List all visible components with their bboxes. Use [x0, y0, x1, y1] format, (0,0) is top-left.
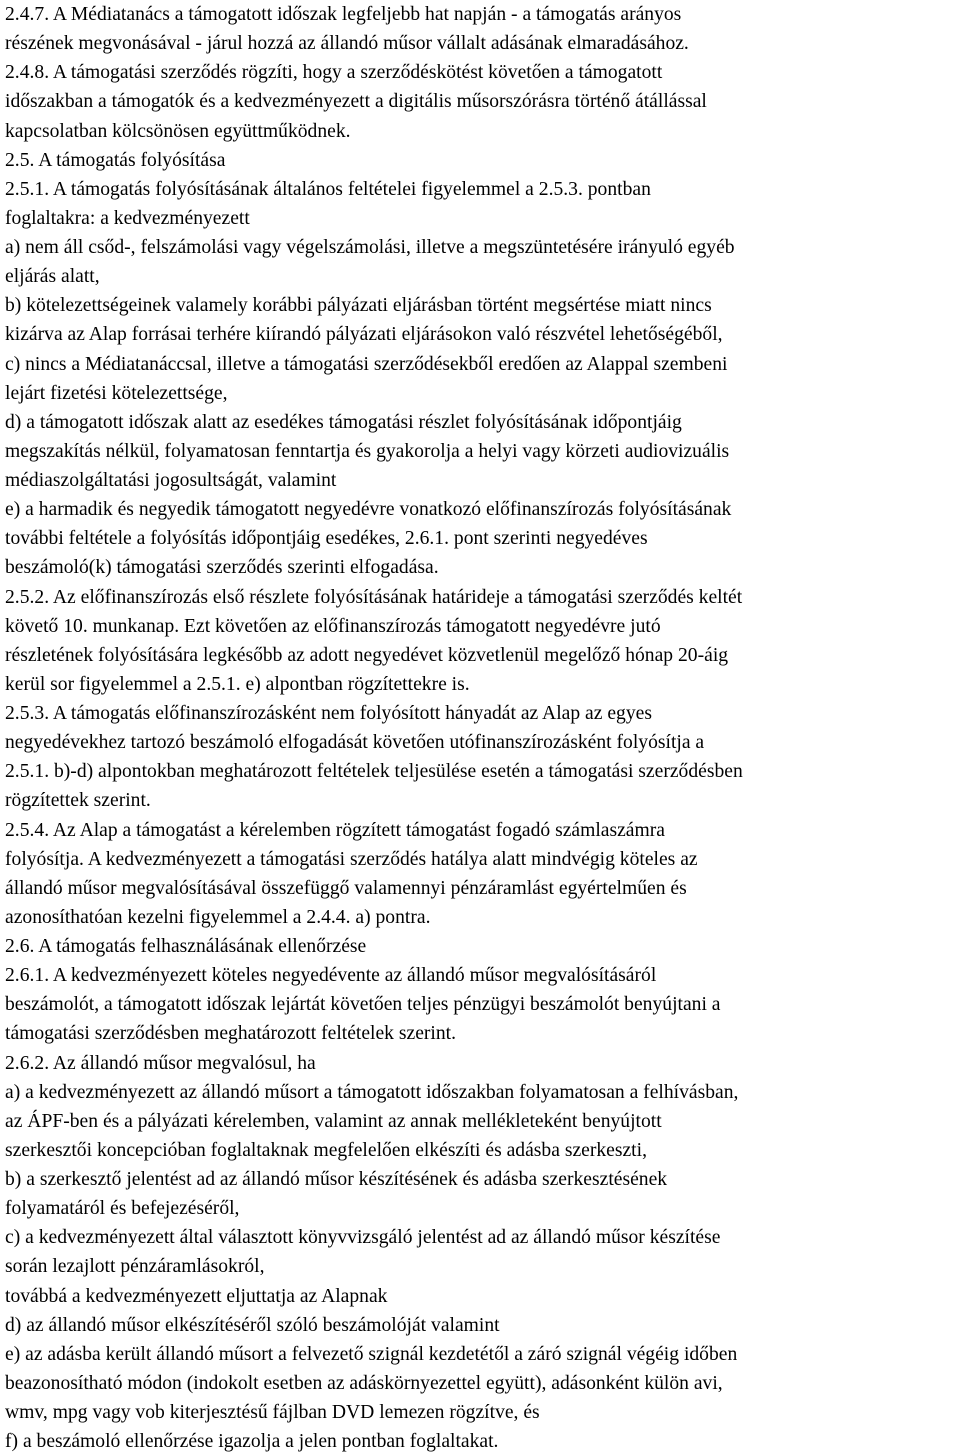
- text-line-2-5-2-d: kerül sor figyelemmel a 2.5.1. e) alpontban rögzítettekre is.: [5, 673, 470, 695]
- text-line-2-5-2-b: követő 10. munkanap. Ezt követően az előfinanszírozás támogatott negyedévre jutó: [5, 615, 661, 637]
- list-item-d-line-1: d) a támogatott időszak alatt az esedékes támogatási részlet folyósításának időpontjáig: [5, 411, 682, 433]
- section-heading-2-5: 2.5. A támogatás folyósítása: [5, 149, 226, 171]
- condition-a-line-3: szerkesztői koncepcióban foglaltaknak megfelelően elkészíti és adásba szerkeszti,: [5, 1139, 647, 1161]
- text-line-2-5-4-a: 2.5.4. Az Alap a támogatást a kérelemben rögzített támogatást fogadó számlaszámra: [5, 819, 665, 841]
- text-line-2-4-7-b: részének megvonásával - járul hozzá az állandó műsor vállalt adásának elmaradásához.: [5, 33, 689, 55]
- text-line-2-6-1-a: 2.6.1. A kedvezményezett köteles negyedévente az állandó műsor megvalósításáról: [5, 965, 657, 987]
- condition-a-line-2: az ÁPF-ben és a pályázati kérelemben, valamint az annak mellékleteként benyújtott: [5, 1110, 662, 1132]
- list-item-d-line-2: megszakítás nélkül, folyamatosan fenntartja és gyakorolja a helyi vagy körzeti audiovizuális: [5, 440, 730, 462]
- text-line-2-5-3-b: negyedévekhez tartozó beszámoló elfogadását követően utófinanszírozásként folyósítja a: [5, 732, 705, 754]
- list-item-c-line-1: c) nincs a Médiatanáccsal, illetve a támogatási szerződésekből eredően az Alappal szembeni: [5, 353, 728, 375]
- text-line-2-4-7-a: 2.4.7. A Médiatanács a támogatott időszak legfeljebb hat napján - a támogatás arányos: [5, 4, 682, 25]
- condition-e-line-1: e) az adásba került állandó műsort a felvezető szignál kezdetétől a záró szignál végéig időben: [5, 1343, 738, 1365]
- text-line-2-4-8-a: 2.4.8. A támogatási szerződés rögzíti, hogy a szerződéskötést követően a támogatott: [5, 62, 663, 84]
- text-line-2-5-4-c: állandó műsor megvalósításával összefüggő valamennyi pénzáramlást egyértelműen és: [5, 877, 687, 899]
- condition-f: f) a beszámoló ellenőrzése igazolja a jelen pontban foglaltakat.: [5, 1431, 499, 1453]
- text-line-2-5-1-a: 2.5.1. A támogatás folyósításának általános feltételei figyelemmel a 2.5.3. pontban: [5, 178, 651, 200]
- list-item-d-line-3: médiaszolgáltatási jogosultságát, valamint: [5, 470, 337, 491]
- document-page: [5, 0, 960, 1456]
- text-line-2-5-2-a: 2.5.2. Az előfinanszírozás első részlete folyósításának határideje a támogatási szerződés keltét: [5, 586, 743, 608]
- text-line-2-5-4-b: folyósítja. A kedvezményezett a támogatási szerződés hatálya alatt mindvégig köteles az: [5, 848, 698, 870]
- condition-c-line-1: c) a kedvezményezett által választott könyvvizsgáló jelentést ad az állandó műsor készítése: [5, 1227, 721, 1249]
- condition-e-line-2: beazonosítható módon (indokolt esetben az adáskörnyezettel együtt), adásonként külön avi,: [5, 1372, 723, 1394]
- list-item-e-line-3: beszámoló(k) támogatási szerződés szerinti elfogadása.: [5, 557, 439, 579]
- list-item-a-line-2: eljárás alatt,: [5, 266, 100, 288]
- condition-b-line-1: b) a szerkesztő jelentést ad az állandó műsor készítésének és adásba szerkesztésének: [5, 1169, 668, 1190]
- condition-b-line-2: folyamatáról és befejezéséről,: [5, 1198, 240, 1220]
- text-line-2-5-3-d: rögzítettek szerint.: [5, 790, 151, 812]
- list-item-a-line-1: a) nem áll csőd-, felszámolási vagy végelszámolási, illetve a megszüntetésére irányuló egyéb: [5, 237, 735, 258]
- text-line-2-5-3-c: 2.5.1. b)-d) alpontokban meghatározott feltételek teljesülése esetén a támogatási szerződésben: [5, 761, 743, 783]
- text-line-2-5-3-a: 2.5.3. A támogatás előfinanszírozásként nem folyósított hányadát az Alap az egyes: [5, 703, 652, 724]
- text-line-2-5-4-d: azonosíthatóan kezelni figyelemmel a 2.4.4. a) pontra.: [5, 906, 431, 928]
- condition-a-line-1: a) a kedvezményezett az állandó műsort a támogatott időszakban folyamatosan a felhívásban,: [5, 1081, 739, 1103]
- list-item-b-line-1: b) kötelezettségeinek valamely korábbi pályázati eljárásban történt megsértése miatt nincs: [5, 295, 712, 317]
- text-line-2-6-1-b: beszámolót, a támogatott időszak lejártát követően teljes pénzügyi beszámolót benyújtani a: [5, 994, 721, 1016]
- condition-e-line-3: wmv, mpg vagy vob kiterjesztésű fájlban DVD lemezen rögzítve, és: [5, 1402, 540, 1423]
- condition-furthermore: továbbá a kedvezményezett eljuttatja az Alapnak: [5, 1285, 388, 1307]
- text-line-2-4-8-c: kapcsolatban kölcsönösen együttműködnek.: [5, 120, 351, 142]
- text-line-2-6-1-c: támogatási szerződésben meghatározott feltételek szerint.: [5, 1023, 457, 1045]
- list-item-c-line-2: lejárt fizetési kötelezettsége,: [5, 382, 228, 404]
- section-heading-2-6: 2.6. A támogatás felhasználásának ellenőrzése: [5, 936, 367, 957]
- condition-d: d) az állandó műsor elkészítéséről szóló beszámolóját valamint: [5, 1314, 500, 1336]
- list-item-b-line-2: kizárva az Alap forrásai terhére kiírandó pályázati eljárásokon való részvétel lehetőségéből,: [5, 324, 723, 346]
- list-item-e-line-2: további feltétele a folyósítás időpontjáig esedékes, 2.6.1. pont szerinti negyedéves: [5, 528, 648, 550]
- text-line-2-5-1-b: foglaltakra: a kedvezményezett: [5, 207, 250, 229]
- text-line-2-5-2-c: részletének folyósítására legkésőbb az adott negyedévet közvetlenül megelőző hónap 20-áig: [5, 644, 729, 666]
- condition-c-line-2: során lezajlott pénzáramlásokról,: [5, 1256, 265, 1278]
- text-line-2-6-2: 2.6.2. Az állandó műsor megvalósul, ha: [5, 1052, 316, 1074]
- text-line-2-4-8-b: időszakban a támogatók és a kedvezményezett a digitális műsorszórásra történő átállással: [5, 91, 707, 113]
- list-item-e-line-1: e) a harmadik és negyedik támogatott negyedévre vonatkozó előfinanszírozás folyósításának: [5, 499, 732, 521]
